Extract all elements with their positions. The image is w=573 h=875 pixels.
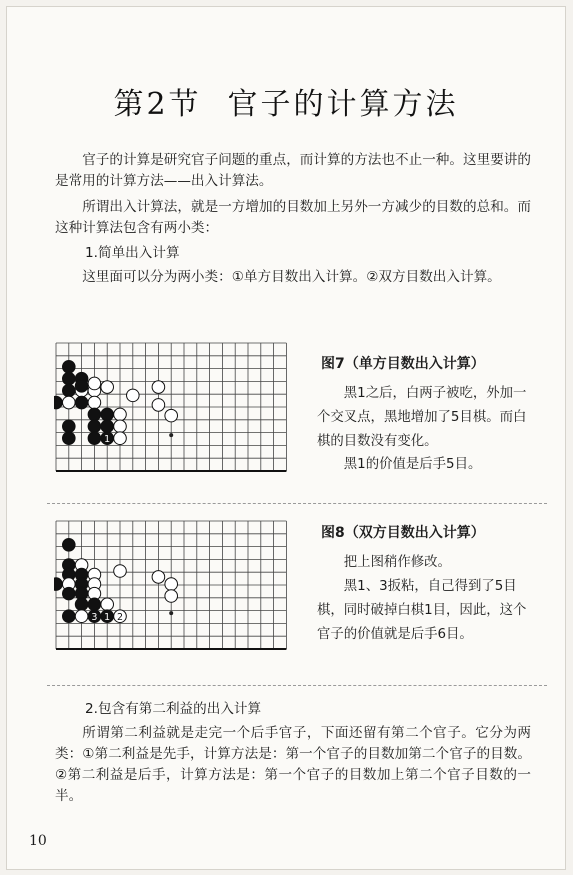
white-stone bbox=[88, 377, 101, 390]
black-stone bbox=[88, 408, 101, 421]
page-number: 10 bbox=[29, 833, 47, 849]
dashed-divider bbox=[47, 503, 547, 504]
section-name: 官子的计算方法 bbox=[227, 87, 459, 122]
black-stone bbox=[63, 420, 76, 433]
stone-move-number: 1 bbox=[104, 611, 111, 623]
black-stone bbox=[63, 361, 76, 374]
white-stone bbox=[101, 598, 114, 611]
star-point bbox=[169, 611, 173, 615]
figure-8-intro: 把上图稍作修改。 bbox=[343, 555, 451, 570]
white-stone bbox=[101, 381, 114, 394]
section-title bbox=[7, 79, 565, 123]
figure-8-explanation: 黑1、3扳粘，自己得到了5目棋，同时破掉白棋1目，因此，这个官子的价值就是后手6目。 bbox=[317, 579, 527, 642]
figure-7-value: 黑1的价值是后手5目。 bbox=[343, 457, 482, 472]
figure-7-title: 图7（单方目数出入计算） bbox=[321, 356, 485, 372]
white-stone bbox=[114, 420, 127, 433]
white-stone bbox=[152, 381, 165, 394]
black-stone bbox=[63, 384, 76, 397]
black-stone bbox=[54, 578, 62, 591]
black-stone bbox=[101, 408, 114, 421]
white-stone bbox=[165, 409, 178, 422]
black-stone bbox=[88, 420, 101, 433]
black-stone bbox=[88, 432, 101, 445]
figure-7-explanation: 黑1之后，白两子被吃，外加一个交叉点，黑地增加了5目棋。而白棋的目数没有变化。 bbox=[317, 386, 527, 449]
white-stone bbox=[114, 408, 127, 421]
black-stone bbox=[63, 372, 76, 385]
black-stone bbox=[75, 396, 88, 409]
white-stone bbox=[127, 389, 140, 402]
white-stone bbox=[114, 432, 127, 445]
black-stone bbox=[54, 396, 62, 409]
white-stone bbox=[152, 571, 165, 584]
black-stone bbox=[88, 598, 101, 611]
second-benefit-paragraph: 所谓第二利益就是走完一个后手官子，下面还留有第二个官子。它分为两类：①第二利益是先手，计算方法是：第一个官子的目数加第二个官子的目数。②第二利益是后手，计算方法是：第一个官子的目数加上第二个官子目数的一半。 bbox=[55, 725, 531, 804]
white-stone bbox=[88, 396, 101, 409]
intro-paragraph: 官子的计算是研究官子问题的重点，而计算的方法也不止一种。这里要讲的是常用的计算方法——出入计算法。 bbox=[55, 152, 531, 189]
black-stone bbox=[75, 380, 88, 393]
black-stone bbox=[63, 539, 76, 552]
black-stone bbox=[63, 432, 76, 445]
black-stone bbox=[75, 598, 88, 611]
white-stone bbox=[63, 396, 76, 409]
black-stone bbox=[63, 587, 76, 600]
stone-move-number: 2 bbox=[116, 611, 124, 623]
dashed-divider bbox=[47, 685, 547, 686]
white-stone bbox=[165, 590, 178, 603]
white-stone bbox=[152, 399, 165, 412]
star-point bbox=[169, 433, 173, 437]
section-number: 第2节 bbox=[113, 87, 202, 122]
go-board-figure-7 bbox=[54, 340, 294, 490]
book-page bbox=[6, 6, 566, 870]
go-board-figure-8 bbox=[54, 518, 294, 668]
definition-paragraph: 所谓出入计算法，就是一方增加的目数加上另外一方减少的目数的总和。而这种计算法包含有两小类： bbox=[55, 199, 531, 236]
subtypes-paragraph: 这里面可以分为两小类：①单方目数出入计算。②双方目数出入计算。 bbox=[82, 269, 501, 285]
stone-move-number: 3 bbox=[91, 611, 98, 623]
figure-8-title: 图8（双方目数出入计算） bbox=[321, 525, 485, 541]
white-stone bbox=[165, 578, 178, 591]
heading-simple-calculation: 1.简单出入计算 bbox=[85, 245, 180, 261]
white-stone bbox=[75, 610, 88, 623]
white-stone bbox=[114, 565, 127, 578]
black-stone bbox=[63, 610, 76, 623]
black-stone bbox=[101, 420, 114, 433]
stone-move-number: 1 bbox=[104, 433, 111, 445]
heading-second-benefit: 2.包含有第二利益的出入计算 bbox=[85, 701, 262, 717]
